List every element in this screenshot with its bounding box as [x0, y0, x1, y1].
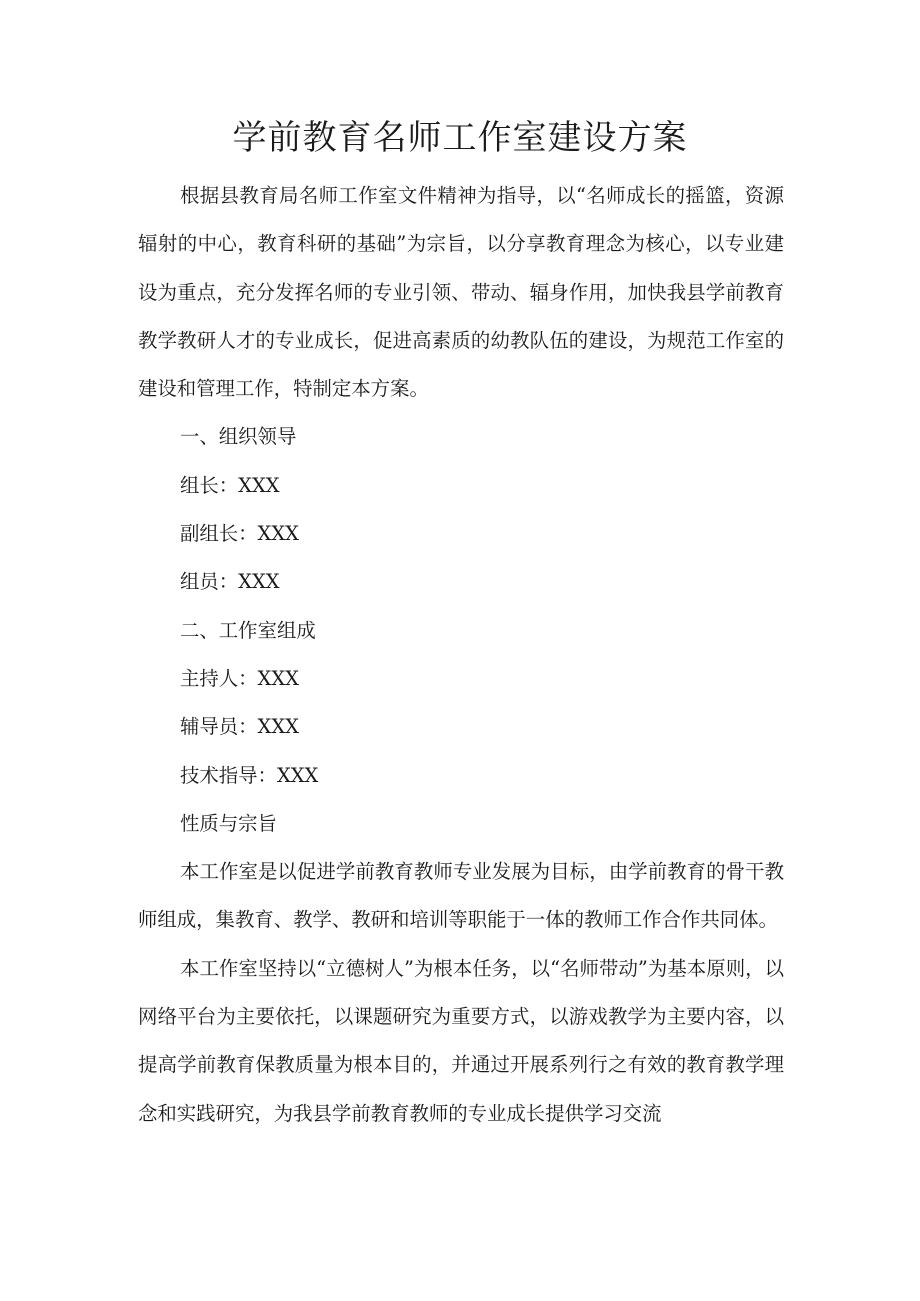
document-title: 学前教育名师工作室建设方案	[232, 118, 688, 158]
tutor-line: 辅导员：XXX	[180, 715, 299, 739]
nature-heading: 性质与宗旨	[180, 811, 277, 835]
host-line: 主持人：XXX	[180, 666, 299, 690]
leader-line: 组长：XXX	[180, 473, 280, 497]
deputy-leader-line: 副组长：XXX	[180, 522, 299, 546]
document-body	[138, 172, 784, 1138]
nature-paragraph-2: 本工作室坚持以“立德树人”为根本任务，以“名师带动”为基本原则，以网络平台为主要依托，以课题研究为重要方式，以游戏教学为主要内容，以提高学前教育保教质量为根本目的，并通过开展系列行之有效的教育教学理念和实践研究，为我县学前教育教师的专业成长提供学习交流	[138, 956, 784, 1125]
section1-heading: 一、组织领导	[180, 425, 297, 449]
intro-paragraph: 根据县教育局名师工作室文件精神为指导，以“名师成长的摇篮，资源辐射的中心，教育科研的基础”为宗旨，以分享教育理念为核心，以专业建设为重点，充分发挥名师的专业引领、带动、辐身作用，加快我县学前教育教学教研人才的专业成长，促进高素质的幼教队伍的建设，为规范工作室的建设和管理工作，特制定本方案。	[138, 184, 784, 401]
section2-heading: 二、工作室组成	[180, 618, 316, 642]
tech-guide-line: 技术指导：XXX	[180, 763, 319, 787]
members-line: 组员：XXX	[180, 570, 280, 594]
nature-paragraph-1: 本工作室是以促进学前教育教师专业发展为目标，由学前教育的骨干教师组成，集教育、教学、教研和培训等职能于一体的教师工作合作共同体。	[138, 860, 784, 932]
